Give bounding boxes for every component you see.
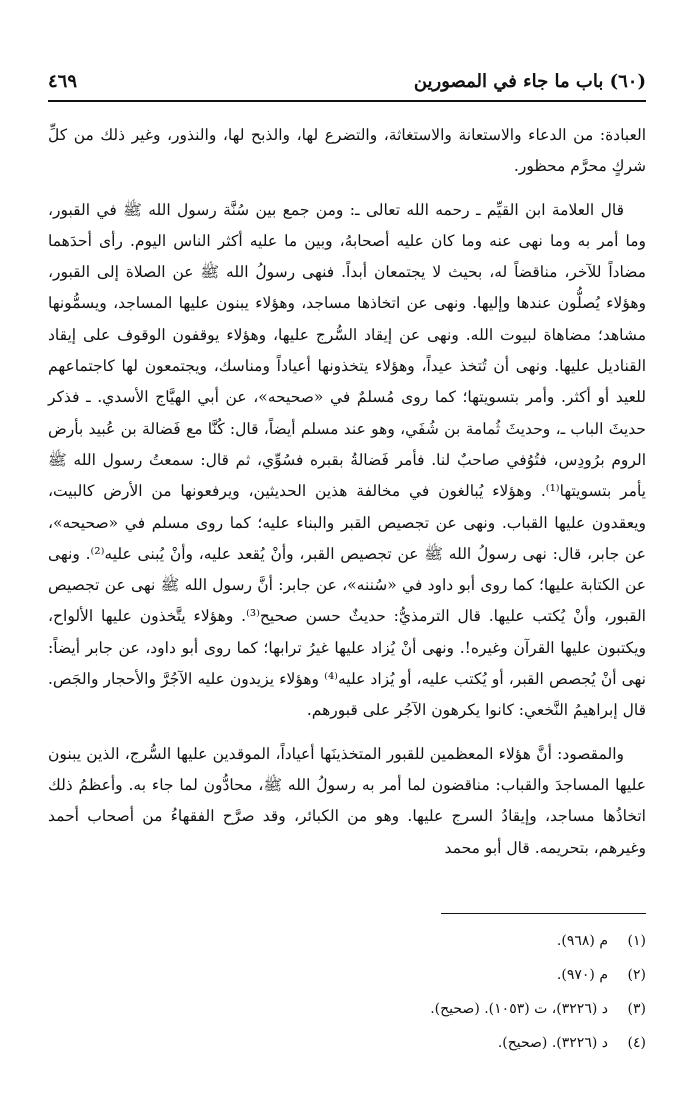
footnote-text: م (٩٦٨). <box>556 933 608 949</box>
footnote-number: (٢) <box>627 967 646 983</box>
footnote-number: (٤) <box>627 1035 646 1051</box>
paragraph-2: قال العلامة ابن القيِّم ـ رحمه الله تعالى ـ: ومن جمع بين سُنَّة رسول الله ﷺ في القبور، وما أمر به وما نهى عنه وما كان عليه أصحابهُ، وبين ما عليه أكثر الناس اليوم. رأى أحدَهما مضاداً للآخر، مناقضاً له، بحيث لا يجتمعان أبداً. فنهى رسولُ الله ﷺ عن الصلاة إلى القبور، وهؤلاء يُصلُّون عندها وإليها. ونهى عن اتخاذها مساجد، وهؤلاء يبنون عليها المساجد، ويسمُّونها مشاهد؛ مضاهاة لبيوت الله. ونهى عن إيقاد السُّرج عليها، وهؤلاء يوقفون الوقوف على إيقاد القناديل عليها. ونهى أن تُتخذ عيداً، وهؤلاء يتخذونها أعياداً ومناسك، ويجتمعون لها كاجتماعهم للعيد أو أكثر. وأمر بتسويتها؛ كما روى مُسلمٌ في «صحيحه»، عن أبي الهيَّاج الأسدي. ـ فذكر حديثَ الباب ـ، وحديثَ ثُمامة بن شُفَي، وهو عند مسلم أيضاً، قال: كُنَّا مع فَضالة بن عُبيد بأرض الروم برُودِس، فتُوُفي صاحبٌ لنا. فأمر فَضالةُ بقبره فسُوِّي، ثم قال: سمعتُ رسول الله ﷺ يأمر بتسويتها⁽¹⁾. وهؤلاء يُبالغون في مخالفة هذين الحديثين، ويرفعونها من الأرض كالبيت، ويعقدون عليها القباب. ونهى عن تجصيص القبر والبناء عليه؛ كما روى مسلم في «صحيحه»، عن جابر، قال: نهى رسولُ الله ﷺ عن تجصيص القبر، وأنْ يُقعد عليه، وأنْ يُبنى عليه⁽²⁾. ونهى عن الكتابة عليها؛ كما روى أبو داود في «سُننه»، عن جابر: أنَّ رسول الله ﷺ نهى عن تجصيص القبور، وأنْ يُكتب عليها. قال الترمذيُّ: حديثٌ حسن صحيح⁽³⁾. وهؤلاء يتَّخذون عليها الألواح، ويكتبون عليها القرآن وغيره!. ونهى أنْ يُزاد عليها غيرُ ترابها؛ كما روى أبو داود، عن جابر أيضاً: نهى أنْ يُجصص القبر، أو يُكتب عليه، أو يُزاد عليه⁽⁴⁾ وهؤلاء يزيدون عليه الآجُرَّ والأحجار والجَص. قال إبراهيمُ النَّخعي: كانوا يكرهون الآجُر على قبورهم. <box>48 200 646 720</box>
page-number: ٤٦٩ <box>48 70 78 92</box>
main-text <box>48 120 646 876</box>
footnote-number: (١) <box>627 933 646 949</box>
footnote-text: م (٩٧٠). <box>556 967 608 983</box>
header-rule <box>48 100 646 102</box>
footnote-2 <box>48 958 646 992</box>
page-header <box>48 64 646 98</box>
footnote-text: د (٣٢٢٦)، ت (١٠٥٣). (صحيح). <box>430 1001 608 1017</box>
footnote-1 <box>48 924 646 958</box>
footnote-text: د (٣٢٢٦). (صحيح). <box>497 1035 608 1051</box>
chapter-title: (٦٠) باب ما جاء في المصورين <box>413 70 646 92</box>
paragraph-1: العبادة: من الدعاء والاستعانة والاستغاثة، والتضرع لها، والذبح لها، والنذور، وغير ذلك من كلِّ شركٍ محرَّم محظور. <box>48 126 646 176</box>
footnote-4 <box>48 1026 646 1060</box>
footnotes <box>48 924 646 1060</box>
paragraph-3: والمقصود: أنَّ هؤلاء المعظمين للقبور المتخذينَها أعياداً، الموقدين عليها السُّرج، الذين يبنون عليها المساجدَ والقباب: مناقضون لما أمر به رسولُ الله ﷺ، محادُّون لما جاء به. وأعظمُ ذلك اتخاذُها مساجد، وإيقادُ السرج عليها. وهو من الكبائر، وقد صرَّح الفقهاءُ من أصحاب أحمد وغيرهم، بتحريمه. قال أبو محمد <box>48 744 646 857</box>
footnote-number: (٣) <box>627 1001 646 1017</box>
footnote-divider <box>441 913 646 914</box>
footnote-3 <box>48 992 646 1026</box>
